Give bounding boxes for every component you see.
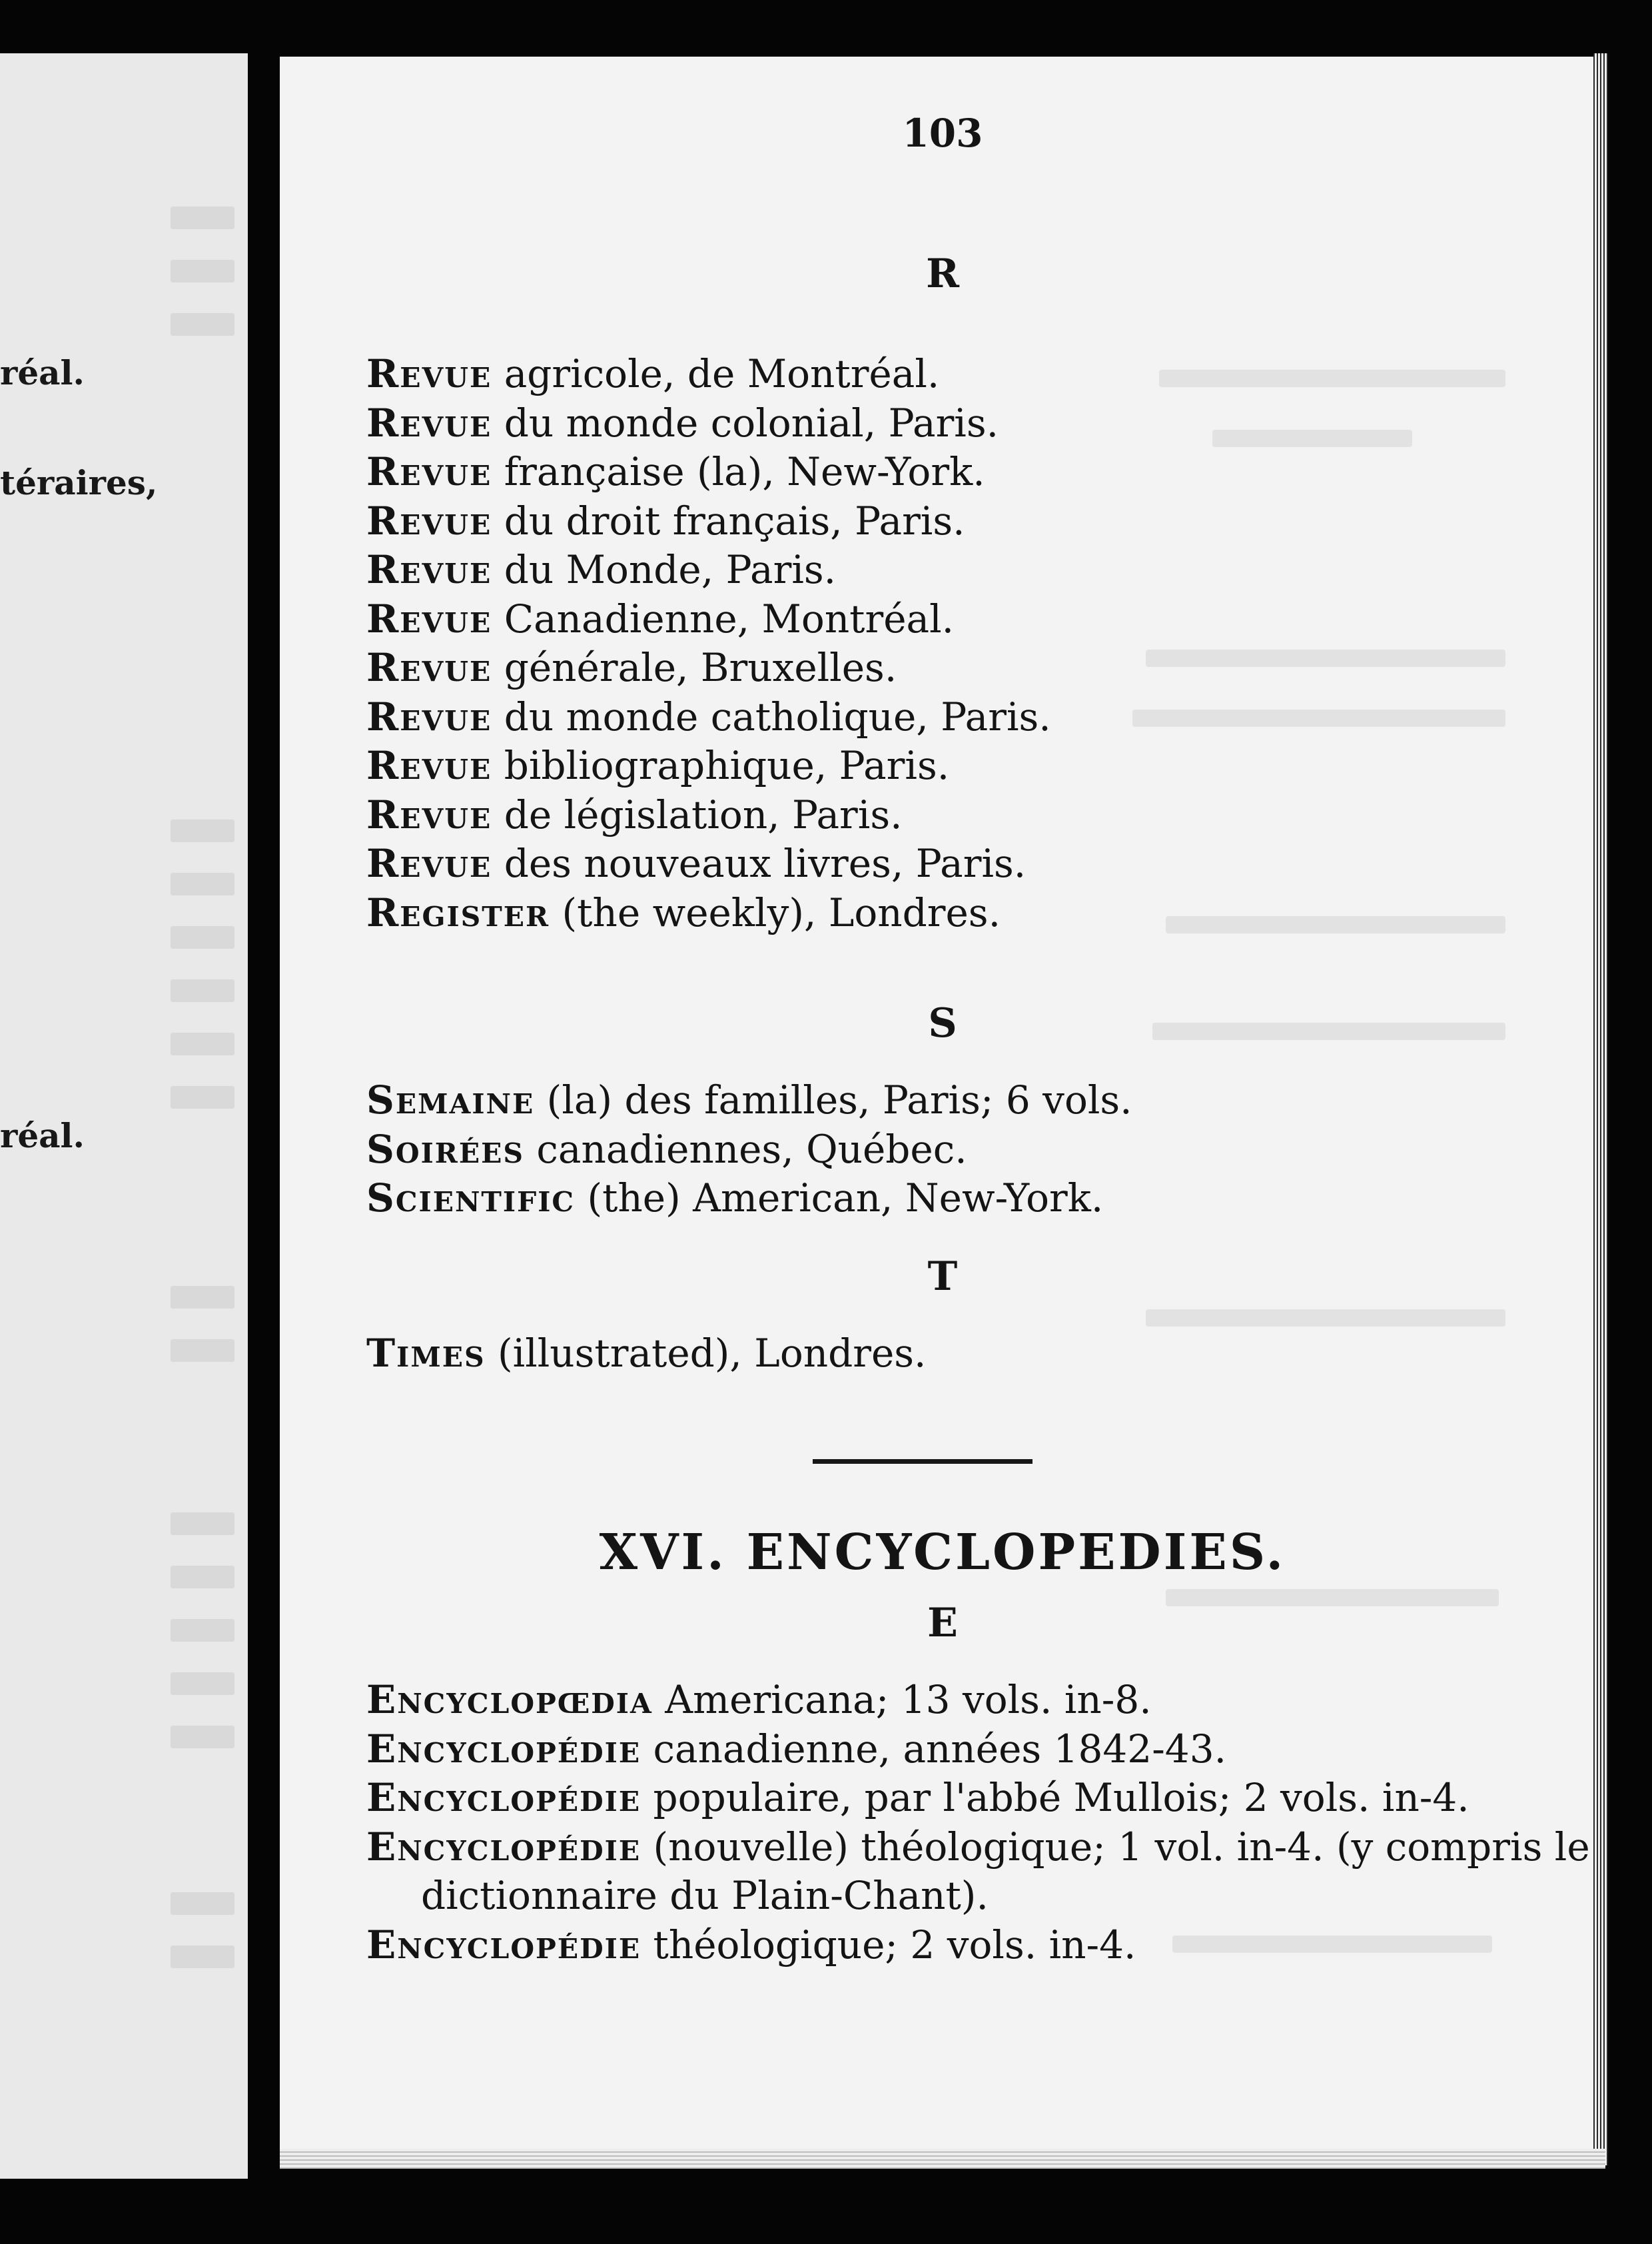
entry <box>366 595 1051 644</box>
left-page-fragment: téraires, <box>0 463 158 502</box>
bleed-through <box>1146 1309 1505 1327</box>
entry-text: Americana; 13 vols. in-8. <box>652 1677 1152 1722</box>
section-letter-t: T <box>927 1253 958 1300</box>
entry-heading: Revue <box>366 645 492 690</box>
entry-heading: Semaine <box>366 1077 535 1123</box>
entry-text: du monde catholique, Paris. <box>492 694 1051 740</box>
entry-text: populaire, par l'abbé Mullois; 2 vols. in-4. <box>641 1775 1469 1820</box>
entry-text: du monde colonial, Paris. <box>492 400 999 446</box>
entry <box>366 644 1051 693</box>
book-gutter <box>248 0 280 2244</box>
entry <box>366 497 1051 546</box>
book-page <box>280 57 1605 2149</box>
entry-heading: Revue <box>366 841 492 886</box>
entry-text: théologique; 2 vols. in-4. <box>641 1922 1136 1967</box>
entry <box>366 1725 1605 1774</box>
entry <box>366 693 1051 742</box>
entry <box>366 1076 1132 1125</box>
page-number: 103 <box>902 111 983 156</box>
entry-text: du Monde, Paris. <box>492 547 837 592</box>
entry-heading: Encyclopédie <box>366 1824 641 1870</box>
entry-text: (the) American, New-York. <box>575 1175 1104 1221</box>
entry-text: (nouvelle) théologique; 1 vol. in-4. (y compris le dictionnaire du Plain-Chant). <box>421 1824 1590 1918</box>
entry-text: de législation, Paris. <box>492 792 903 838</box>
faded-text <box>171 1892 234 1915</box>
entry-text: canadiennes, Québec. <box>524 1126 967 1172</box>
entry-heading: Revue <box>366 792 492 838</box>
faded-text <box>171 1672 234 1695</box>
entry-heading: Soirées <box>366 1126 524 1172</box>
entry-heading: Scientific <box>366 1175 576 1221</box>
faded-text <box>171 1619 234 1642</box>
entry <box>366 889 1051 938</box>
faded-text <box>171 1033 234 1055</box>
entry-text: agricole, de Montréal. <box>492 351 940 396</box>
bleed-through <box>1146 650 1505 667</box>
entry <box>366 546 1051 595</box>
faded-text <box>171 1946 234 1968</box>
entry-heading: Revue <box>366 498 492 544</box>
entry-heading: Encyclopédie <box>366 1922 641 1967</box>
faded-text <box>171 820 234 842</box>
entry-list-r <box>366 350 1051 937</box>
entry-list-s <box>366 1076 1132 1223</box>
bleed-through <box>1132 710 1505 727</box>
faded-text <box>171 1086 234 1109</box>
entry <box>366 350 1051 399</box>
left-page-fragment: réal. <box>0 353 85 392</box>
entry-text: française (la), New-York. <box>492 449 985 494</box>
section-title: XVI. ENCYCLOPEDIES. <box>599 1524 1286 1581</box>
faded-text <box>171 926 234 949</box>
entry-list-t <box>366 1329 926 1379</box>
entry <box>366 448 1051 497</box>
faded-text <box>171 1726 234 1748</box>
entry-list-e <box>366 1676 1605 1969</box>
left-page-fragment: réal. <box>0 1116 85 1155</box>
entry <box>366 791 1051 840</box>
section-letter-s: S <box>928 1000 957 1047</box>
entry <box>366 1774 1605 1823</box>
entry-heading: Register <box>366 889 550 935</box>
section-divider <box>813 1459 1032 1464</box>
entry-text: (the weekly), Londres. <box>550 889 1001 935</box>
entry-text: des nouveaux livres, Paris. <box>492 841 1027 886</box>
entry <box>366 1921 1605 1970</box>
entry <box>366 1676 1605 1725</box>
entry-heading: Times <box>366 1331 486 1376</box>
faded-text <box>171 1339 234 1362</box>
faded-text <box>171 207 234 229</box>
faded-text <box>171 1512 234 1535</box>
faded-text <box>171 260 234 282</box>
entry <box>366 1125 1132 1175</box>
entry-heading: Revue <box>366 449 492 494</box>
entry-text: générale, Bruxelles. <box>492 645 897 690</box>
page-bottom-edge <box>280 2149 1605 2169</box>
page-stack-edge <box>1593 53 1608 2165</box>
entry-heading: Encyclopœdia <box>366 1677 653 1722</box>
faded-text <box>171 313 234 336</box>
entry <box>366 1329 926 1379</box>
entry-text: du droit français, Paris. <box>492 498 965 544</box>
entry <box>366 742 1051 791</box>
section-letter-e: E <box>927 1600 958 1646</box>
entry-text: (illustrated), Londres. <box>485 1331 927 1376</box>
bleed-through <box>1159 370 1505 387</box>
entry-heading: Revue <box>366 694 492 740</box>
entry <box>366 1174 1132 1223</box>
entry-text: bibliographique, Paris. <box>492 743 950 788</box>
entry-heading: Revue <box>366 547 492 592</box>
entry-heading: Encyclopédie <box>366 1775 641 1820</box>
bleed-through <box>1166 916 1505 933</box>
entry <box>366 1823 1605 1921</box>
entry-text: (la) des familles, Paris; 6 vols. <box>534 1077 1132 1123</box>
entry-heading: Revue <box>366 351 492 396</box>
section-letter-r: R <box>926 251 959 297</box>
faded-text <box>171 1566 234 1588</box>
entry <box>366 399 1051 448</box>
bleed-through <box>1212 430 1412 447</box>
faded-text <box>171 1286 234 1309</box>
entry-text: canadienne, années 1842-43. <box>641 1726 1227 1772</box>
entry-heading: Encyclopédie <box>366 1726 641 1772</box>
entry <box>366 840 1051 889</box>
entry-heading: Revue <box>366 596 492 642</box>
faded-text <box>171 873 234 895</box>
faded-text <box>171 979 234 1002</box>
entry-heading: Revue <box>366 743 492 788</box>
entry-heading: Revue <box>366 400 492 446</box>
entry-text: Canadienne, Montréal. <box>492 596 955 642</box>
left-page-edge <box>0 53 248 2179</box>
